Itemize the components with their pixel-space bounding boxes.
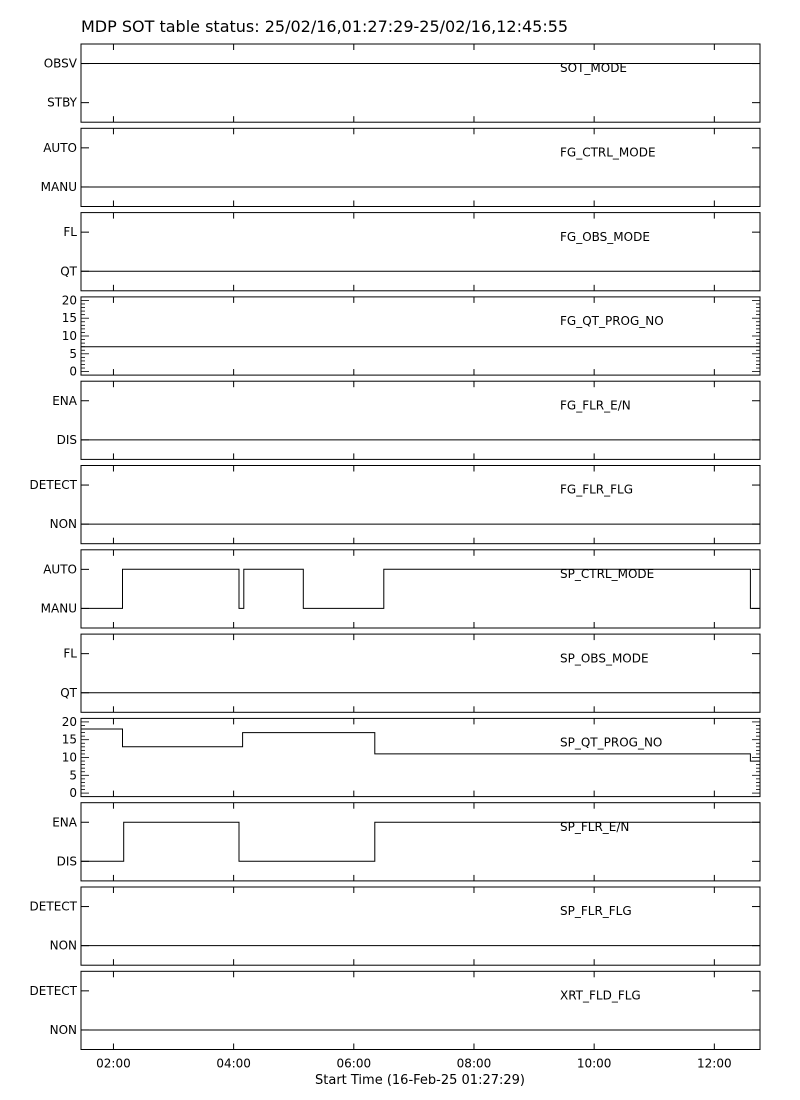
y-tick-label: FL xyxy=(63,646,77,661)
panel-fg-obs-mode xyxy=(60,213,760,291)
x-tick-label: 08:00 xyxy=(456,1056,492,1071)
figure-title: MDP SOT table status: 25/02/16,01:27:29-25/02/16,12:45:55 xyxy=(81,17,569,36)
panels-group xyxy=(30,44,760,1050)
x-axis xyxy=(96,1057,731,1071)
y-tick-label: NON xyxy=(49,1022,77,1037)
y-tick-label: 0 xyxy=(69,786,77,801)
panel-frame xyxy=(81,466,760,544)
y-tick-label: QT xyxy=(60,685,77,700)
y-tick-label: ENA xyxy=(52,393,77,408)
x-tick-label: 10:00 xyxy=(576,1056,612,1071)
panel-frame xyxy=(81,297,760,375)
y-tick-label: AUTO xyxy=(43,562,77,577)
panel-frame xyxy=(81,718,760,796)
y-tick-label: DIS xyxy=(56,854,77,869)
series-line-sp-flr-e-n xyxy=(81,819,760,861)
y-tick-label: NON xyxy=(49,517,77,532)
panel-label: SP_FLR_E/N xyxy=(560,819,630,834)
panel-sp-ctrl-mode xyxy=(41,550,760,628)
panel-sp-flr-e-n xyxy=(52,803,760,881)
y-tick-label: DETECT xyxy=(29,478,77,493)
x-tick-label: 06:00 xyxy=(336,1056,372,1071)
y-tick-label: 15 xyxy=(61,732,77,747)
panel-label: SP_CTRL_MODE xyxy=(560,566,655,581)
panel-sp-obs-mode xyxy=(60,634,760,712)
y-tick-label: 20 xyxy=(61,293,77,308)
panel-label: FG_QT_PROG_NO xyxy=(560,314,664,329)
panel-sot-mode xyxy=(44,44,760,122)
y-tick-label: OBSV xyxy=(43,56,77,71)
panel-label: SP_OBS_MODE xyxy=(560,651,649,666)
y-tick-label: 10 xyxy=(61,750,77,765)
panel-label: SP_QT_PROG_NO xyxy=(560,735,663,750)
panel-sp-qt-prog-no xyxy=(62,715,760,800)
y-tick-label: 10 xyxy=(61,329,77,343)
panel-fg-flr-flg xyxy=(30,466,760,544)
y-tick-label: MANU xyxy=(40,179,77,194)
panel-label: FG_FLR_FLG xyxy=(560,482,634,497)
y-tick-label: 20 xyxy=(61,714,77,729)
panel-label: FG_OBS_MODE xyxy=(560,229,650,244)
y-tick-label: STBY xyxy=(47,95,77,110)
y-tick-label: AUTO xyxy=(43,140,77,155)
panel-frame xyxy=(81,44,760,122)
panel-label: FG_FLR_E/N xyxy=(560,398,631,413)
panel-fg-flr-e-n xyxy=(52,381,760,459)
panel-frame xyxy=(81,803,760,881)
x-tick-label: 04:00 xyxy=(216,1056,251,1071)
y-tick-label: QT xyxy=(60,264,77,279)
panel-frame xyxy=(81,381,760,459)
y-tick-label: FL xyxy=(63,225,77,240)
y-tick-label: DETECT xyxy=(29,983,77,998)
y-tick-label: NON xyxy=(49,938,77,953)
y-tick-label: MANU xyxy=(40,601,77,616)
y-tick-label: ENA xyxy=(52,815,77,830)
panel-frame xyxy=(81,971,760,1049)
x-tick-label: 12:00 xyxy=(697,1056,732,1071)
panel-xrt-fld-flg xyxy=(30,971,760,1049)
y-tick-label: 0 xyxy=(69,364,77,379)
y-tick-label: DETECT xyxy=(29,899,77,914)
y-tick-label: DIS xyxy=(56,432,77,447)
panel-frame xyxy=(81,128,760,206)
panel-frame xyxy=(81,550,760,628)
panel-sp-flr-flg xyxy=(30,887,760,965)
series-line-sp-ctrl-mode xyxy=(81,566,760,608)
y-tick-label: 5 xyxy=(69,346,77,361)
panel-label: FG_CTRL_MODE xyxy=(560,145,656,160)
x-tick-label: 02:00 xyxy=(96,1056,131,1071)
panel-fg-qt-prog-no xyxy=(62,293,760,378)
panel-frame xyxy=(81,213,760,291)
panel-fg-ctrl-mode xyxy=(41,128,760,206)
panel-label: SOT_MODE xyxy=(560,61,628,76)
y-tick-label: 5 xyxy=(69,768,77,783)
panel-frame xyxy=(81,887,760,965)
y-tick-label: 15 xyxy=(61,311,77,326)
x-axis-title: Start Time (16-Feb-25 01:27:29) xyxy=(315,1073,525,1088)
panel-label: SP_FLR_FLG xyxy=(560,904,632,919)
panel-label: XRT_FLD_FLG xyxy=(560,988,641,1003)
panel-frame xyxy=(81,634,760,712)
